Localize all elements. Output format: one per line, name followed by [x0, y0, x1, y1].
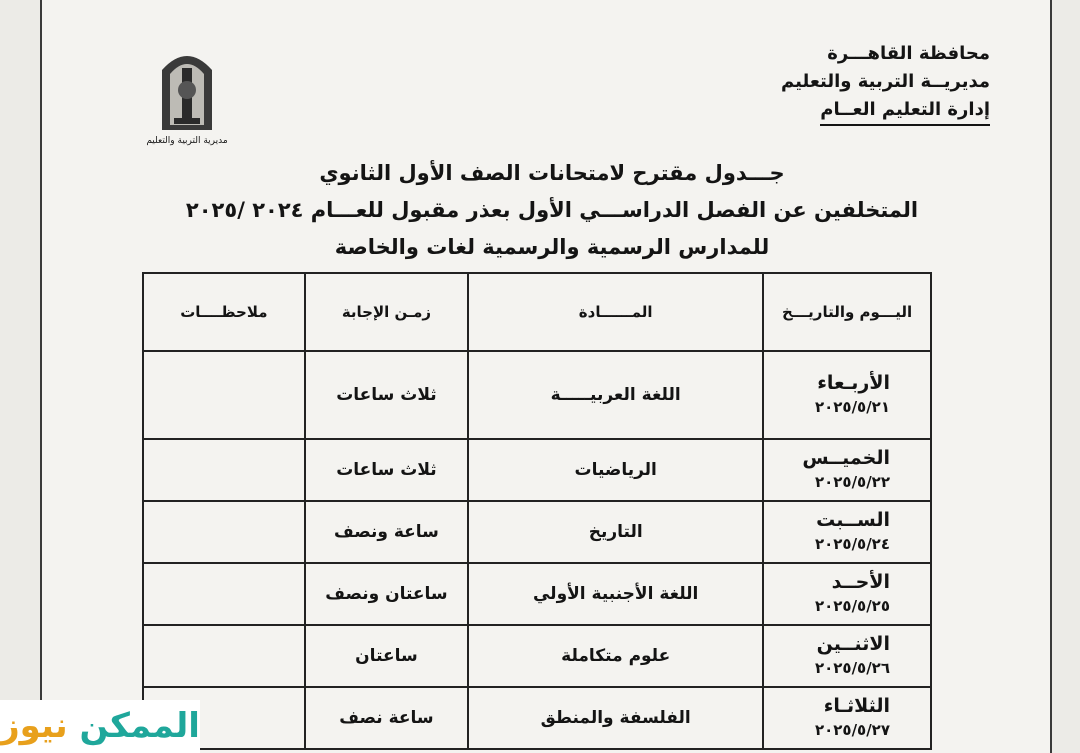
logo-caption: مديرية التربية والتعليم — [146, 136, 228, 146]
subject-cell: اللغة الأجنبية الأولي — [468, 563, 763, 625]
duration-cell: ساعتان ونصف — [305, 563, 469, 625]
notes-cell — [143, 439, 305, 501]
table-row — [143, 625, 931, 687]
title-line-2: المتخلفين عن الفصل الدراســـي الأول بعذر مقبول للعـــام ٢٠٢٤ /٢٠٢٥ — [185, 198, 919, 222]
governorate-label: محافظة القاهـــرة — [827, 43, 990, 64]
directorate-label: مديريــة التربية والتعليم — [781, 71, 990, 92]
subject-cell: الرياضيات — [468, 439, 763, 501]
table-header-row — [143, 273, 931, 351]
subject-cell: التاريخ — [468, 501, 763, 563]
ministry-logo-graphic — [142, 40, 232, 135]
header-duration: زمـن الإجابة — [305, 273, 469, 351]
header-notes: ملاحظــــات — [143, 273, 305, 351]
notes-cell — [143, 563, 305, 625]
table-row — [143, 563, 931, 625]
exam-date: ٢٠٢٥/٥/٢١ — [814, 398, 890, 416]
day-name: الثلاثـاء — [823, 695, 890, 717]
header-subject: المــــــادة — [468, 273, 763, 351]
day-name: الاثنــين — [816, 633, 890, 655]
duration-cell: ثلاث ساعات — [305, 439, 469, 501]
duration-cell: ساعة نصف — [305, 687, 469, 749]
brand-name-part2: نيوز — [0, 706, 68, 746]
day-date-cell — [763, 439, 931, 501]
day-date-cell — [763, 625, 931, 687]
subject-cell: علوم متكاملة — [468, 625, 763, 687]
table-row — [143, 501, 931, 563]
exam-date: ٢٠٢٥/٥/٢٥ — [814, 597, 890, 615]
header-day-date: اليـــوم والتاريـــخ — [763, 273, 931, 351]
brand-name-part1: الممكن — [79, 706, 200, 746]
day-name: الخميــس — [802, 447, 890, 469]
title-line-3: للمدارس الرسمية والرسمية لغات والخاصة — [334, 235, 770, 259]
table-row — [143, 439, 931, 501]
duration-cell: ساعة ونصف — [305, 501, 469, 563]
issuer-header — [750, 40, 990, 126]
table-row — [143, 351, 931, 439]
title-line-1: جـــدول مقترح لامتحانات الصف الأول الثانوي — [319, 161, 785, 185]
day-name: الأحــد — [831, 571, 890, 593]
subject-cell: الفلسفة والمنطق — [468, 687, 763, 749]
duration-cell: ساعتان — [305, 625, 469, 687]
exam-date: ٢٠٢٥/٥/٢٧ — [814, 721, 890, 739]
day-date-cell — [763, 351, 931, 439]
day-date-cell — [763, 501, 931, 563]
ministry-logo — [142, 40, 232, 165]
duration-cell: ثلاث ساعات — [305, 351, 469, 439]
exam-date: ٢٠٢٥/٥/٢٢ — [814, 473, 890, 491]
document-title — [162, 155, 942, 266]
day-name: الســبت — [816, 509, 890, 531]
day-name: الأربـعاء — [817, 372, 890, 394]
department-label: إدارة التعليم العــام — [820, 96, 990, 126]
subject-cell: اللغة العربيـــــة — [468, 351, 763, 439]
day-date-cell — [763, 563, 931, 625]
exam-date: ٢٠٢٥/٥/٢٦ — [814, 659, 890, 677]
notes-cell — [143, 501, 305, 563]
exam-date: ٢٠٢٥/٥/٢٤ — [814, 535, 890, 553]
day-date-cell — [763, 687, 931, 749]
table-row — [143, 687, 931, 749]
notes-cell — [143, 625, 305, 687]
exam-schedule-table — [142, 272, 932, 750]
notes-cell — [143, 351, 305, 439]
site-watermark — [0, 700, 200, 753]
